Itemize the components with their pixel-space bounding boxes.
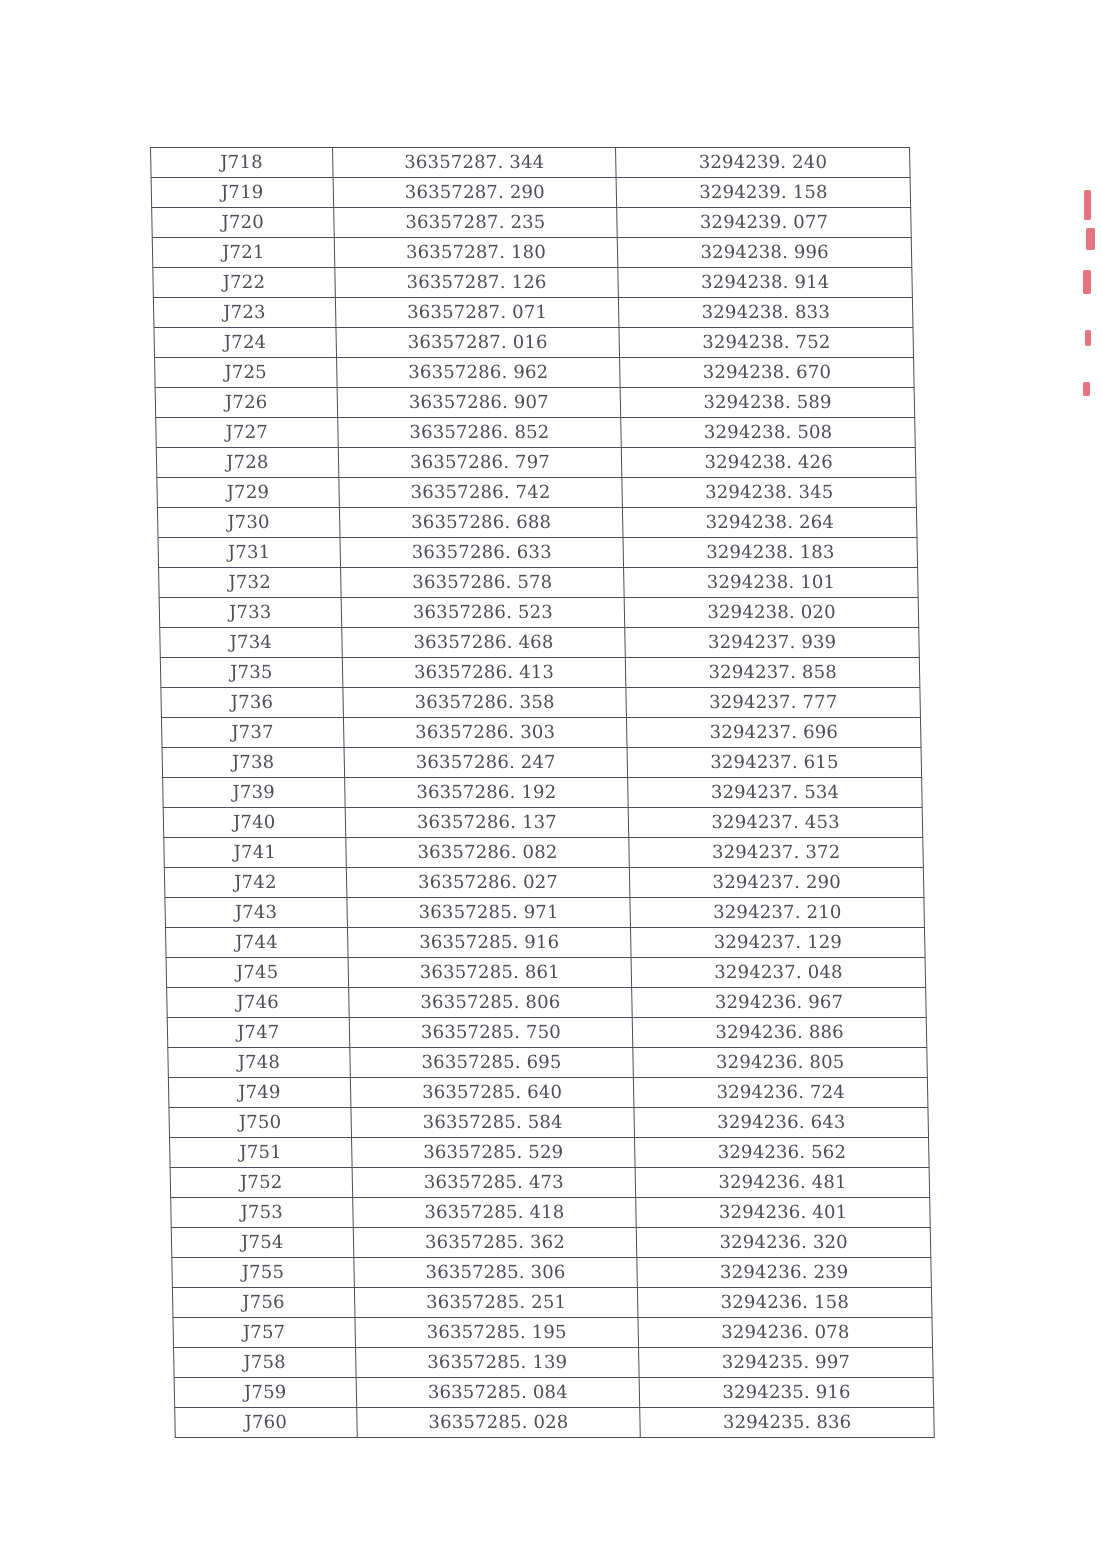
y-coordinate-cell: 3294237. 858	[626, 658, 920, 688]
x-coordinate-cell: 36357285. 195	[355, 1318, 639, 1348]
point-id-cell: J753	[171, 1198, 353, 1228]
point-id-cell: J758	[174, 1348, 356, 1378]
x-coordinate-cell: 36357286. 247	[344, 748, 628, 778]
x-coordinate-cell: 36357286. 852	[337, 418, 621, 448]
x-coordinate-cell: 36357286. 358	[343, 688, 627, 718]
x-coordinate-cell: 36357286. 468	[341, 628, 625, 658]
x-coordinate-cell: 36357285. 861	[348, 958, 632, 988]
x-coordinate-cell: 36357287. 071	[335, 298, 619, 328]
y-coordinate-cell: 3294238. 508	[621, 418, 915, 448]
y-coordinate-cell: 3294238. 670	[620, 358, 914, 388]
x-coordinate-cell: 36357286. 797	[338, 448, 622, 478]
x-coordinate-cell: 36357285. 473	[352, 1168, 636, 1198]
table-row	[171, 1198, 931, 1228]
table-row	[172, 1258, 932, 1288]
point-id-cell: J735	[160, 658, 342, 688]
y-coordinate-cell: 3294239. 077	[617, 208, 911, 238]
y-coordinate-cell: 3294239. 158	[616, 178, 910, 208]
table-row	[168, 1048, 928, 1078]
x-coordinate-cell: 36357285. 028	[356, 1408, 640, 1438]
x-coordinate-cell: 36357285. 084	[356, 1378, 640, 1408]
coordinate-table-wrapper	[150, 147, 935, 1438]
x-coordinate-cell: 36357286. 523	[341, 598, 625, 628]
table-row	[159, 568, 919, 598]
y-coordinate-cell: 3294237. 534	[628, 778, 922, 808]
point-id-cell: J741	[164, 838, 346, 868]
y-coordinate-cell: 3294235. 997	[639, 1348, 933, 1378]
y-coordinate-cell: 3294236. 805	[633, 1048, 927, 1078]
x-coordinate-cell: 36357287. 235	[333, 208, 617, 238]
point-id-cell: J756	[172, 1288, 354, 1318]
x-coordinate-cell: 36357286. 137	[345, 808, 629, 838]
point-id-cell: J732	[159, 568, 341, 598]
table-row	[174, 1378, 934, 1408]
point-id-cell: J719	[151, 178, 333, 208]
x-coordinate-cell: 36357286. 192	[344, 778, 628, 808]
y-coordinate-cell: 3294236. 724	[634, 1078, 928, 1108]
table-row	[151, 148, 911, 178]
coordinate-table	[150, 147, 935, 1438]
x-coordinate-cell: 36357286. 633	[340, 538, 624, 568]
point-id-cell: J751	[170, 1138, 352, 1168]
y-coordinate-cell: 3294236. 481	[635, 1168, 929, 1198]
x-coordinate-cell: 36357285. 529	[351, 1138, 635, 1168]
table-row	[155, 388, 915, 418]
table-row	[166, 958, 926, 988]
table-row	[170, 1138, 930, 1168]
point-id-cell: J752	[170, 1168, 352, 1198]
y-coordinate-cell: 3294236. 643	[634, 1108, 928, 1138]
coordinate-table-body	[151, 148, 935, 1438]
y-coordinate-cell: 3294237. 939	[625, 628, 919, 658]
point-id-cell: J718	[151, 148, 333, 178]
y-coordinate-cell: 3294237. 696	[627, 718, 921, 748]
table-row	[157, 508, 917, 538]
x-coordinate-cell: 36357287. 344	[332, 148, 616, 178]
table-row	[157, 478, 917, 508]
y-coordinate-cell: 3294238. 752	[619, 328, 913, 358]
y-coordinate-cell: 3294237. 777	[626, 688, 920, 718]
point-id-cell: J722	[153, 268, 335, 298]
point-id-cell: J738	[162, 748, 344, 778]
y-coordinate-cell: 3294236. 158	[638, 1288, 932, 1318]
table-row	[167, 988, 927, 1018]
y-coordinate-cell: 3294238. 345	[622, 478, 916, 508]
x-coordinate-cell: 36357285. 139	[355, 1348, 639, 1378]
x-coordinate-cell: 36357287. 126	[334, 268, 618, 298]
y-coordinate-cell: 3294236. 078	[638, 1318, 932, 1348]
point-id-cell: J748	[168, 1048, 350, 1078]
y-coordinate-cell: 3294238. 101	[624, 568, 918, 598]
x-coordinate-cell: 36357286. 027	[346, 868, 630, 898]
point-id-cell: J739	[163, 778, 345, 808]
point-id-cell: J747	[167, 1018, 349, 1048]
point-id-cell: J750	[169, 1108, 351, 1138]
table-row	[153, 298, 913, 328]
y-coordinate-cell: 3294237. 290	[630, 868, 924, 898]
x-coordinate-cell: 36357285. 971	[347, 898, 631, 928]
table-row	[163, 778, 923, 808]
x-coordinate-cell: 36357286. 578	[340, 568, 624, 598]
y-coordinate-cell: 3294238. 589	[620, 388, 914, 418]
y-coordinate-cell: 3294238. 264	[623, 508, 917, 538]
table-row	[165, 928, 925, 958]
y-coordinate-cell: 3294237. 615	[627, 748, 921, 778]
point-id-cell: J757	[173, 1318, 355, 1348]
x-coordinate-cell: 36357285. 750	[349, 1018, 633, 1048]
y-coordinate-cell: 3294236. 401	[636, 1198, 930, 1228]
table-row	[155, 358, 915, 388]
y-coordinate-cell: 3294238. 914	[618, 268, 912, 298]
table-row	[164, 838, 924, 868]
point-id-cell: J729	[157, 478, 339, 508]
y-coordinate-cell: 3294236. 967	[632, 988, 926, 1018]
x-coordinate-cell: 36357285. 584	[351, 1108, 635, 1138]
point-id-cell: J740	[163, 808, 345, 838]
y-coordinate-cell: 3294237. 129	[631, 928, 925, 958]
y-coordinate-cell: 3294235. 836	[640, 1408, 934, 1438]
x-coordinate-cell: 36357285. 251	[354, 1288, 638, 1318]
y-coordinate-cell: 3294237. 453	[628, 808, 922, 838]
x-coordinate-cell: 36357285. 306	[353, 1258, 637, 1288]
y-coordinate-cell: 3294238. 020	[624, 598, 918, 628]
point-id-cell: J733	[159, 598, 341, 628]
table-row	[167, 1018, 927, 1048]
table-row	[158, 538, 918, 568]
y-coordinate-cell: 3294236. 886	[632, 1018, 926, 1048]
table-row	[162, 748, 922, 778]
point-id-cell: J725	[155, 358, 337, 388]
table-row	[164, 868, 924, 898]
table-row	[169, 1108, 929, 1138]
y-coordinate-cell: 3294236. 562	[635, 1138, 929, 1168]
point-id-cell: J720	[152, 208, 334, 238]
table-row	[161, 718, 921, 748]
y-coordinate-cell: 3294238. 426	[622, 448, 916, 478]
y-coordinate-cell: 3294235. 916	[639, 1378, 933, 1408]
table-row	[173, 1318, 933, 1348]
x-coordinate-cell: 36357285. 695	[349, 1048, 633, 1078]
x-coordinate-cell: 36357286. 962	[336, 358, 620, 388]
table-row	[152, 208, 912, 238]
point-id-cell: J745	[166, 958, 348, 988]
y-coordinate-cell: 3294238. 183	[623, 538, 917, 568]
y-coordinate-cell: 3294236. 239	[637, 1258, 931, 1288]
x-coordinate-cell: 36357287. 016	[336, 328, 620, 358]
x-coordinate-cell: 36357287. 290	[333, 178, 617, 208]
point-id-cell: J746	[167, 988, 349, 1018]
table-row	[170, 1168, 930, 1198]
point-id-cell: J755	[172, 1258, 354, 1288]
table-row	[156, 448, 916, 478]
point-id-cell: J749	[168, 1078, 350, 1108]
table-row	[159, 598, 919, 628]
y-coordinate-cell: 3294238. 996	[618, 238, 912, 268]
y-coordinate-cell: 3294237. 210	[630, 898, 924, 928]
point-id-cell: J726	[155, 388, 337, 418]
point-id-cell: J760	[175, 1408, 357, 1438]
y-coordinate-cell: 3294236. 320	[637, 1228, 931, 1258]
point-id-cell: J731	[158, 538, 340, 568]
table-row	[171, 1228, 931, 1258]
table-row	[163, 808, 923, 838]
table-row	[160, 658, 920, 688]
x-coordinate-cell: 36357286. 907	[337, 388, 621, 418]
x-coordinate-cell: 36357286. 082	[345, 838, 629, 868]
table-row	[165, 898, 925, 928]
x-coordinate-cell: 36357285. 640	[350, 1078, 634, 1108]
table-row	[168, 1078, 928, 1108]
point-id-cell: J743	[165, 898, 347, 928]
table-row	[161, 688, 921, 718]
point-id-cell: J727	[156, 418, 338, 448]
table-row	[175, 1408, 935, 1438]
table-row	[156, 418, 916, 448]
point-id-cell: J734	[160, 628, 342, 658]
table-row	[151, 178, 911, 208]
table-row	[154, 328, 914, 358]
x-coordinate-cell: 36357287. 180	[334, 238, 618, 268]
x-coordinate-cell: 36357286. 742	[339, 478, 623, 508]
point-id-cell: J721	[152, 238, 334, 268]
x-coordinate-cell: 36357285. 806	[348, 988, 632, 1018]
point-id-cell: J736	[161, 688, 343, 718]
x-coordinate-cell: 36357285. 418	[352, 1198, 636, 1228]
point-id-cell: J754	[171, 1228, 353, 1258]
y-coordinate-cell: 3294238. 833	[619, 298, 913, 328]
point-id-cell: J730	[157, 508, 339, 538]
y-coordinate-cell: 3294237. 372	[629, 838, 923, 868]
x-coordinate-cell: 36357286. 688	[339, 508, 623, 538]
x-coordinate-cell: 36357286. 413	[342, 658, 626, 688]
point-id-cell: J723	[153, 298, 335, 328]
y-coordinate-cell: 3294239. 240	[616, 148, 910, 178]
x-coordinate-cell: 36357285. 916	[347, 928, 631, 958]
point-id-cell: J744	[165, 928, 347, 958]
table-row	[172, 1288, 932, 1318]
point-id-cell: J759	[174, 1378, 356, 1408]
x-coordinate-cell: 36357285. 362	[353, 1228, 637, 1258]
table-row	[153, 268, 913, 298]
red-seal-stamp-fragment	[1080, 190, 1098, 405]
point-id-cell: J724	[154, 328, 336, 358]
table-row	[160, 628, 920, 658]
y-coordinate-cell: 3294237. 048	[631, 958, 925, 988]
table-row	[174, 1348, 934, 1378]
point-id-cell: J728	[156, 448, 338, 478]
x-coordinate-cell: 36357286. 303	[343, 718, 627, 748]
point-id-cell: J737	[161, 718, 343, 748]
table-row	[152, 238, 912, 268]
point-id-cell: J742	[164, 868, 346, 898]
